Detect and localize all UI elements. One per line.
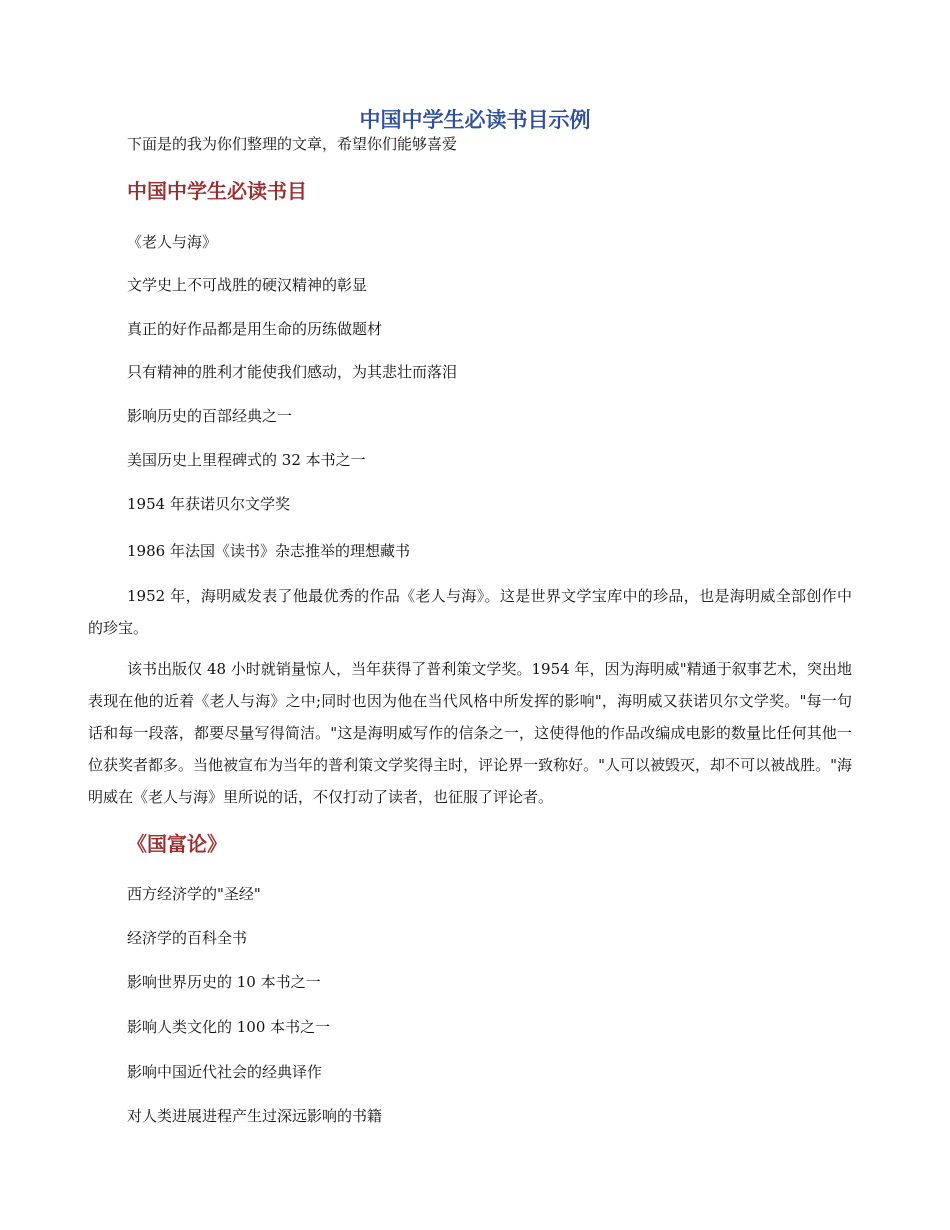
page-title: 中国中学生必读书目示例	[359, 108, 591, 132]
list-item: 1986 年法国《读书》杂志推举的理想藏书	[127, 542, 410, 560]
list-item: 影响历史的百部经典之一	[127, 407, 293, 425]
list-item: 影响中国近代社会的经典译作	[127, 1063, 323, 1081]
body-paragraph: 1952 年，海明威发表了他最优秀的作品《老人与海》。这是世界文学宝库中的珍品，也是海明威全部创作中的珍宝。	[88, 587, 852, 637]
list-item: 《老人与海》	[127, 233, 218, 251]
list-item: 1954 年获诺贝尔文学奖	[127, 495, 290, 513]
section-heading-reading-list: 中国中学生必读书目	[127, 179, 307, 203]
list-item: 只有精神的胜利才能使我们感动，为其悲壮而落泪	[127, 363, 458, 381]
intro-text: 下面是的我为你们整理的文章，希望你们能够喜爱	[127, 135, 458, 153]
list-item: 对人类进展进程产生过深远影响的书籍	[127, 1107, 383, 1125]
list-item: 西方经济学的"圣经"	[127, 885, 261, 903]
list-item: 经济学的百科全书	[127, 929, 248, 947]
list-item: 真正的好作品都是用生命的历练做题材	[127, 320, 383, 338]
list-item: 影响世界历史的 10 本书之一	[127, 973, 321, 991]
body-paragraph: 该书出版仅 48 小时就销量惊人，当年获得了普利策文学奖。1954 年，因为海明威"精通于叙事艺术，突出地表现在他的近着《老人与海》之中;同时也因为他在当代风格中所发挥的影响"，海明威又获诺贝尔文学奖。"每一句话和每一段落，都要尽量写得简洁。"这是海明威写作的信条之一，这使得他的作品改编成电影的数量比任何其他一位获奖者都多。当他被宣布为当年的普利策文学奖得主时，评论界一致称好。"人可以被毁灭，却不可以被战胜。"海明威在《老人与海》里所说的话，不仅打动了读者，也征服了评论者。	[88, 660, 852, 806]
list-item: 文学史上不可战胜的硬汉精神的彰显	[127, 276, 368, 294]
section-heading-wealth-of-nations: 《国富论》	[127, 832, 227, 856]
list-item: 影响人类文化的 100 本书之一	[127, 1018, 331, 1036]
list-item: 美国历史上里程碑式的 32 本书之一	[127, 451, 366, 469]
